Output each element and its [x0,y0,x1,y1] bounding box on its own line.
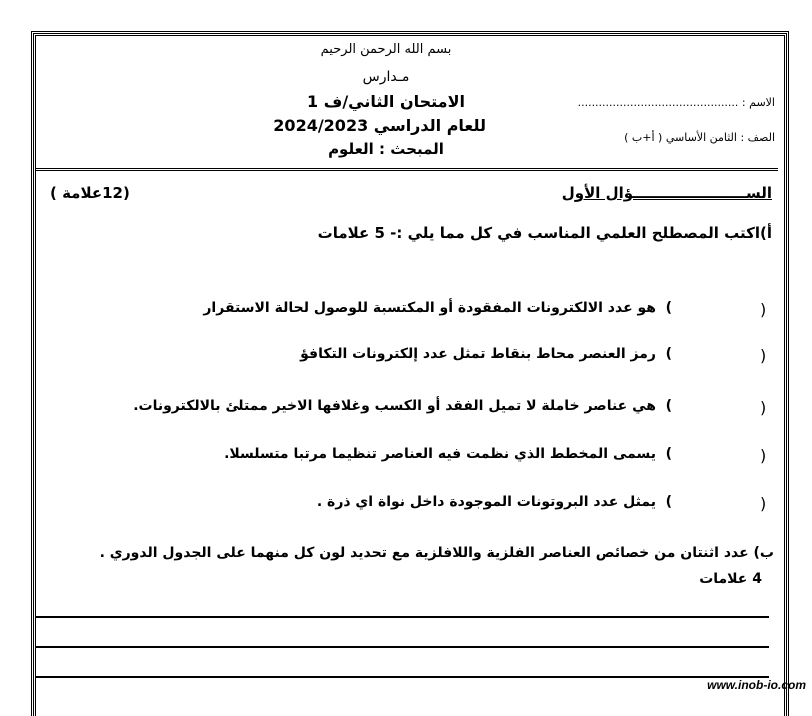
answer-close-paren: ) [665,346,672,362]
school-name: مـدارس [362,69,410,85]
part-a-instruction: أ)اكتب المصطلح العلمي المناسب في كل مما يلي :- 5 علامات [317,224,772,242]
watermark: www.inob-io.com [707,678,806,692]
item-text: يمثل عدد البروتونات الموجودة داخل نواة اي ذرة . [316,494,656,510]
question-marks: (12علامة ) [50,184,130,202]
item-text: هو عدد الالكترونات المفقودة أو المكتسبة للوصول لحالة الاستقرار [203,300,656,316]
part-b-instruction: ب) عدد اثنتان من خصائص العناصر الفلزية واللافلزية مع تحديد لون كل منهما على الجدول الدوري . [99,545,774,561]
academic-year: للعام الدراسي 2024/2023 [273,116,486,135]
answer-close-paren: ) [665,446,672,462]
part-b-marks: 4 علامات [699,571,762,587]
answer-line[interactable] [36,616,769,618]
answer-close-paren: ) [665,494,672,510]
item-text: يسمى المخطط الذي نظمت فيه العناصر تنظيما مرتبا متسلسلا. [224,446,656,462]
class-label: الصف : الثامن الأساسي ( أ+ب ) [624,131,775,144]
answer-line[interactable] [36,646,769,648]
exam-title: الامتحان الثاني/ف 1 [307,92,465,111]
answer-close-paren: ) [665,398,672,414]
answer-open-paren[interactable]: ( [760,300,767,319]
answer-open-paren[interactable]: ( [760,494,767,513]
answer-open-paren[interactable]: ( [760,346,767,365]
answer-line[interactable] [36,676,769,678]
answer-open-paren[interactable]: ( [760,398,767,417]
subject: المبحث : العلوم [328,140,444,158]
exam-header [36,36,778,171]
student-name-field[interactable]: الاسم : .............................................. [577,96,775,109]
item-text: رمز العنصر محاط بنقاط تمثل عدد إلكترونات التكافؤ [300,346,656,362]
question-title: الســــــــــــــــــــــؤال الأول [561,184,772,202]
item-text: هي عناصر خاملة لا تميل الفقد أو الكسب وغلافها الاخير ممتلئ بالالكترونات. [133,398,656,414]
basmala: بسم الله الرحمن الرحيم [320,42,452,57]
answer-close-paren: ) [665,300,672,316]
answer-open-paren[interactable]: ( [760,446,767,465]
